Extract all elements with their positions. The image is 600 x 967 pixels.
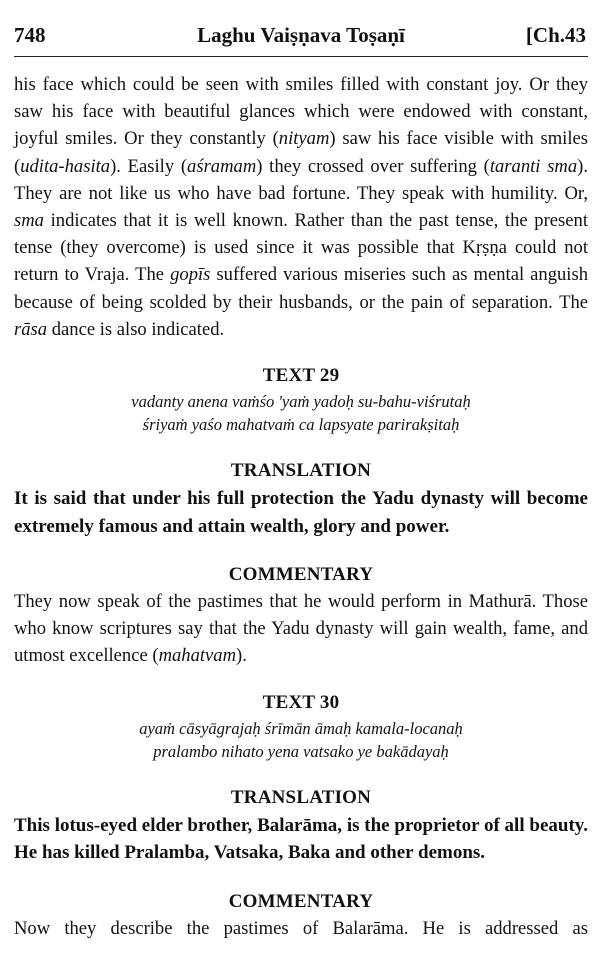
italic-term: udita-hasita	[20, 155, 111, 177]
verse-29	[14, 390, 588, 436]
translation-heading: TRANSLATION	[230, 786, 372, 808]
commentary-paragraph: Now they describe the pastimes of Balarāma. He is addressed as	[14, 917, 588, 939]
verse-heading-text-29: TEXT 29	[262, 365, 340, 387]
page-number: 748	[14, 23, 46, 47]
chapter-label: [Ch.43	[525, 23, 586, 47]
text-run: his face which could be seen with smiles filled with constant joy. Or they saw his face with beautiful glances which were endowed with constant, joyful smiles. Or they constantly (	[14, 74, 588, 150]
verse-line: vadanty anena vaṁśo 'yaṁ yadoḥ su-bahu-viśrutaḥ	[131, 392, 471, 412]
text-run: ) saw his face visible with smiles (	[14, 128, 588, 177]
italic-term: taranti sma	[489, 155, 578, 177]
verse-line: ayaṁ cāsyāgrajaḥ śrīmān āmaḥ kamala-locanaḥ	[139, 718, 463, 738]
text-run: ). Easily (	[110, 155, 188, 177]
text-run: indicates that it is well known. Rather than the past tense, the present tense (they overcome) is used since it was possible that Kṛṣṇa could not return to Vraja. The	[14, 210, 588, 286]
text-run: ). They are not like us who have bad fortune. They speak with humility. Or,	[14, 155, 588, 204]
commentary-heading: COMMENTARY	[228, 890, 374, 912]
text-run: ).	[236, 645, 247, 667]
book-title: Laghu Vaiṣṇava Toṣaṇī	[197, 23, 405, 47]
text-run: They now speak of the pastimes that he would perform in Mathurā. Those who know scriptures say that the Yadu dynasty will gain wealth, fame, and utmost excellence (	[14, 591, 588, 667]
text-run: dance is also indicated.	[47, 318, 225, 340]
italic-term: gopīs	[170, 264, 211, 286]
commentary-paragraph-continued	[14, 71, 588, 343]
translation-text: This lotus-eyed elder brother, Balarāma, is the proprietor of all beauty. He has killed Pralamba, Vatsaka, Baka and other demons.	[14, 814, 588, 864]
verse-heading-text-30: TEXT 30	[262, 691, 340, 713]
running-header	[14, 0, 588, 57]
commentary-heading: COMMENTARY	[228, 564, 374, 586]
verse-line: śriyaṁ yaśo mahatvaṁ ca lapsyate parirakṣitaḥ	[142, 415, 460, 435]
italic-term: rāsa	[14, 318, 48, 340]
translation-heading: TRANSLATION	[230, 460, 372, 482]
italic-term: sma	[14, 210, 44, 232]
verse-line: pralambo nihato yena vatsako ye bakādayaḥ	[153, 741, 449, 761]
italic-term: mahatvam	[158, 645, 237, 667]
translation-text: It is said that under his full protection the Yadu dynasty will become extremely famous and attain wealth, glory and power.	[14, 488, 588, 537]
italic-term: aśramam	[187, 155, 257, 177]
text-run: suffered various miseries such as mental anguish because of being scolded by their husbands, or the pain of separation. The	[14, 264, 589, 313]
text-run: ) they crossed over suffering (	[256, 155, 490, 177]
verse-30	[14, 717, 588, 763]
commentary-paragraph	[14, 588, 588, 670]
italic-term: nityam	[278, 128, 330, 150]
